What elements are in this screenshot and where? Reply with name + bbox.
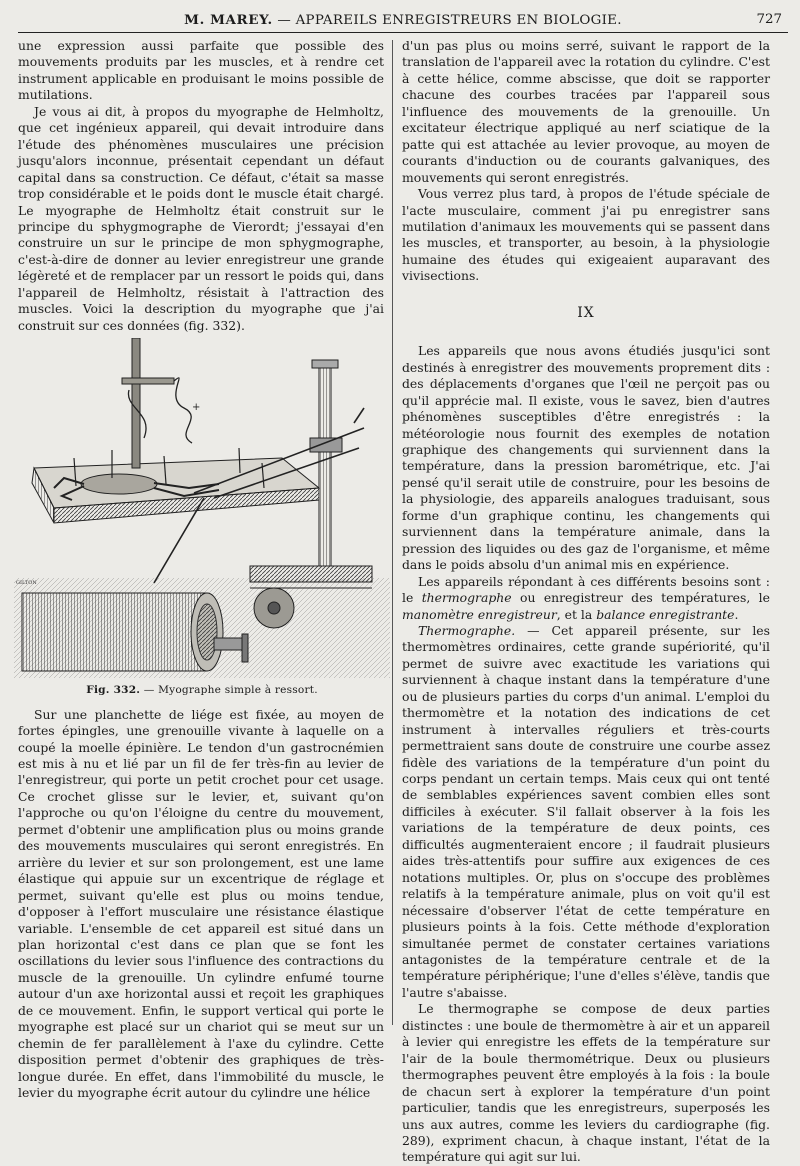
text-run: ou enregistreur des températures, le <box>520 590 770 606</box>
term-balance: balance enregistrante <box>596 606 735 622</box>
figure-caption <box>14 682 390 698</box>
svg-text:+: + <box>192 402 201 414</box>
text-run: Les appareils répondant à ces différents besoins sont : le <box>402 573 770 606</box>
electrode-stand <box>122 338 200 468</box>
paragraph <box>402 623 770 1001</box>
left-column <box>18 38 384 1101</box>
page-number: 727 <box>756 12 782 27</box>
paragraph: Le thermographe se compose de deux parties distinctes : une boule de thermomètre à air et un appareil à levier qui enregistre les effets de la température sur l'air de la boule thermométrique. Deux ou plusieurs thermographes peuvent être employés à la fois : la boule de chacun sert à explorer la température d'un point particulier, tandis que les enregistreurs, superposés les uns aux autres, comme les leviers du cardiographe (fig. 289), expriment chacun, à chaque instant, l'état de la température qui agit sur lui. <box>402 1001 770 1165</box>
right-column <box>402 38 770 1166</box>
smoked-cylinder <box>22 593 248 671</box>
figure-332 <box>14 338 390 698</box>
section-heading: IX <box>577 304 595 321</box>
paragraph: une expression aussi parfaite que possible des mouvements produits par les muscles, et à rendre cet instrument applicable en produisant le moins possible de mutilations. <box>18 38 384 103</box>
text-run: , et la <box>556 606 593 622</box>
running-book-title: — APPAREILS ENREGISTREURS EN BIOLOGIE. <box>277 13 622 28</box>
text-run: — Cet appareil présente, sur les thermomètres ordinaires, cette grande supériorité, qu'il permet de suivre avec exactitude les variations qui surviennent à chaque instant dans la température d'une ou de plusieurs parties du corps d'un animal. L'emploi du thermomètre et la notation des indications de cet instrument à intervalles réguliers et très-courts permettraient sans doute de construire une courbe assez fidèle des variations de la température d'un point du corps pendant un certain temps. Mais ceux qui ont tenté de semblables expériences savent combien elles sont difficiles à exécuter. S'il fallait observer à la fois les variations de la température de deux points, ces difficultés augmenteraient encore ; il faudrait plusieurs aides très-attentifs pour suffire aux exigences de ces notations multiples. Or, plus on s'occupe des problèmes relatifs à la température animale, plus on voit qu'il est nécessaire d'observer l'état de cette température en plusieurs points à la fois. Cette méthode d'exploration simultanée permet de constater certaines variations antagonistes de la température centrale et de la température périphérique; l'une d'elles s'élève, tandis que l'autre s'abaisse. <box>402 622 770 1000</box>
term-manometre: manomètre enregistreur <box>402 606 557 622</box>
term-thermographe: thermographe <box>421 590 512 606</box>
paragraph <box>402 574 770 623</box>
figure-caption-text: — Myographe simple à ressort. <box>143 684 318 697</box>
running-title <box>18 8 788 33</box>
column-divider <box>392 40 393 1025</box>
figure-label: Fig. 332. <box>86 684 141 697</box>
paragraph: Sur une planchette de liége est fixée, au moyen de fortes épingles, une grenouille vivante à laquelle on a coupé la moelle épinière. Le tendon d'un gastrocnémien est mis à nu et lié par un fil de fer très-fin au levier de l'enregistreur, qui porte un petit crochet pour cet usage. Ce crochet glisse sur le levier, et, suivant qu'on l'approche ou qu'on l'éloigne du centre du mouvement, permet d'obtenir une amplification plus ou moins grande des mouvements musculaires qui seront enregistrés. En arrière du levier et sur son prolongement, est une lame élastique qui appuie sur un excentrique de réglage et permet, suivant qu'elle est plus ou moins tendue, d'opposer à l'effort musculaire une résistance élastique variable. L'ensemble de cet appareil est situé dans un plan horizontal c'est dans ce plan que se font les oscillations du levier sous l'influence des contractions du muscle de la grenouille. Un cylindre enfumé tourne autour d'un axe horizontal aussi et reçoit les graphiques de ce mouvement. Enfin, le support vertical qui porte le myographe est placé sur un chariot qui se meut sur un chemin de fer parallèlement à l'axe du cylindre. Cette disposition permet d'obtenir des graphiques de très-longue durée. En effet, dans l'immobilité du muscle, le levier du myographe écrit autour du cylindre une hélice <box>18 706 384 1101</box>
paragraph: Je vous ai dit, à propos du myographe de Helmholtz, que cet ingénieux appareil, qui devait introduire dans l'étude des phénomènes musculaires une précision jusqu'alors inconnue, présentait cependant un défaut capital dans sa construction. Ce défaut, c'était sa masse trop considérable et le poids dont le muscle était chargé. Le myographe de Helmholtz était construit sur le principe du sphygmographe de Vierordt; j'essayai d'en construire un sur le principe de mon sphygmographe, c'est-à-dire de donner au levier enregistreur une grande légèreté et de remplacer par un ressort le poids qui, dans l'appareil de Helmholtz, résistait à l'attraction des muscles. Voici la description du myographe que j'ai construit sur ces données (fig. 332). <box>18 103 384 333</box>
paragraph: Les appareils que nous avons étudiés jusqu'ici sont destinés à enregistrer des mouvements proprement dits : des déplacements d'organes que l'œil ne perçoit pas ou qu'il apprécie mal. Il existe, vous le savez, bien d'autres phénomènes susceptibles d'être enregistrés : la météorologie nous fournit des exemples de notation graphique des changements qui surviennent dans la température, dans la pression barométrique, etc. J'ai pensé qu'il serait utile de construire, pour les besoins de la physiologie, des appareils analogues traduisant, sous forme d'un graphique continu, les changements qui surviennent dans la température animale, dans la pression des liquides ou des gaz de l'organisme, et même dans le poids absolu d'un animal mis en expérience. <box>402 343 770 573</box>
paragraph: d'un pas plus ou moins serré, suivant le rapport de la translation de l'appareil avec la rotation du cylindre. C'est à cette hélice, comme abscisse, que doit se rapporter chacune des courbes tracées par l'appareil sous l'influence des mouvements de la grenouille. Un excitateur électrique appliqué au nerf sciatique de la patte qui est attachée au levier provoque, au moyen de courants d'induction ou de courants galvaniques, des mouvements qui seront enregistrés. <box>402 38 770 185</box>
text-run: . <box>734 606 739 622</box>
paragraph: Vous verrez plus tard, à propos de l'étude spéciale de l'acte musculaire, comment j'ai pu enregistrer sans mutilation d'animaux les mouvements qui se passent dans les muscles, et transporter, au besoin, à la physiologie humaine des études qui exigeaient auparavant des vivisections. <box>402 186 770 284</box>
page-header <box>18 8 788 33</box>
term-heading: Thermographe. <box>418 622 516 638</box>
engraver-signature: GILTON <box>16 580 37 587</box>
running-author: M. MAREY. <box>184 12 273 28</box>
myograph-engraving <box>14 338 390 680</box>
